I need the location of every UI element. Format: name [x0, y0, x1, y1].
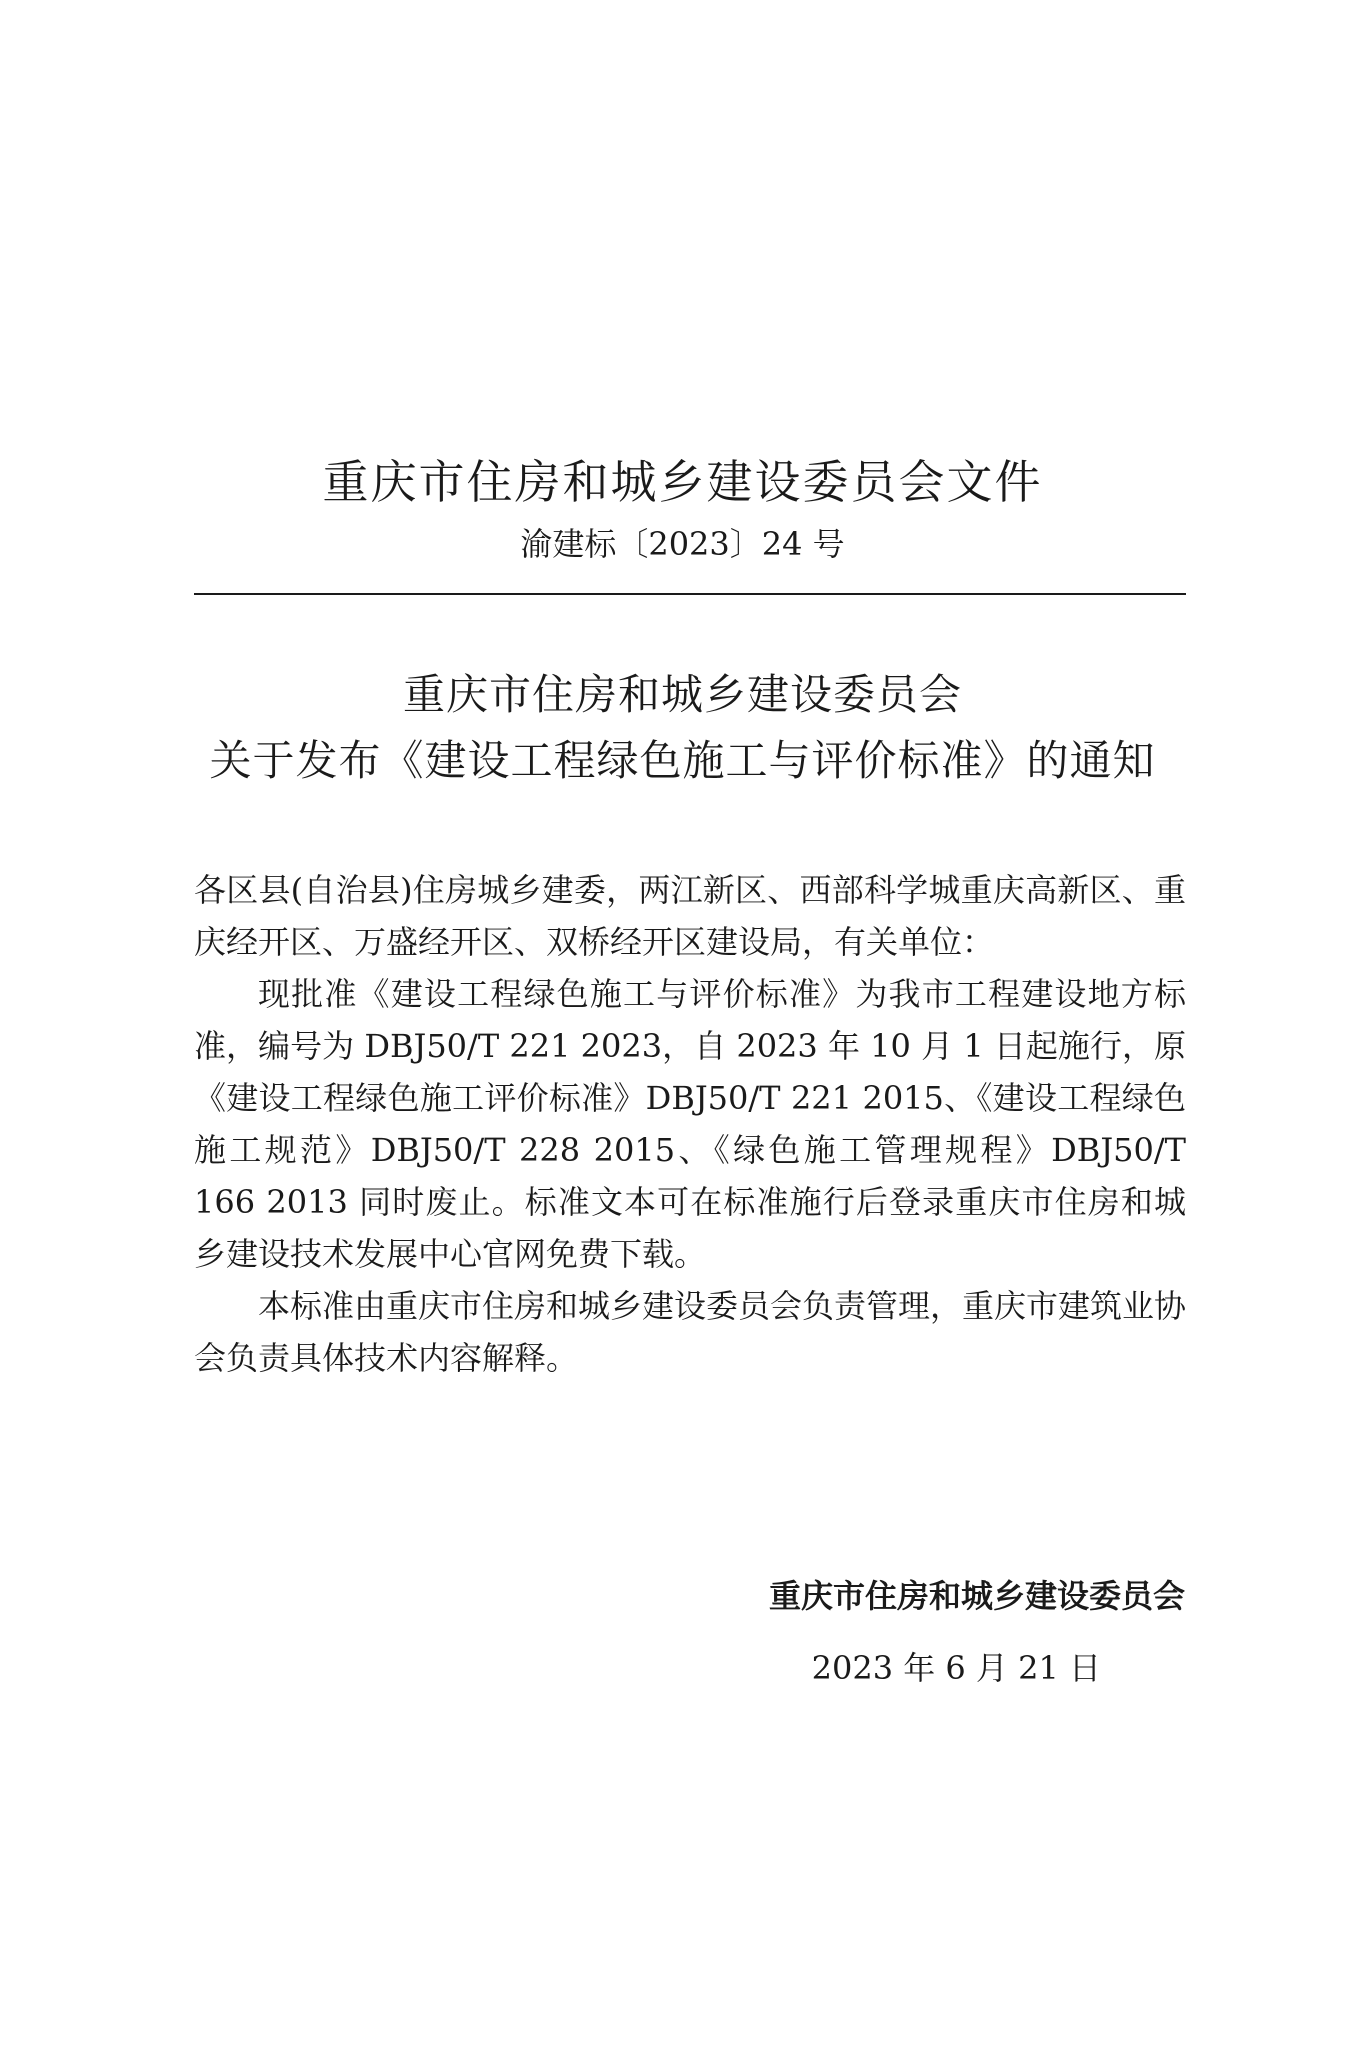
notice-title-line1: 重庆市住房和城乡建设委员会 [402, 670, 962, 719]
body-paragraph-2: 本标准由重庆市住房和城乡建设委员会负责管理，重庆市建筑业协会负责具体技术内容解释。 [194, 1287, 1187, 1377]
signature-org: 重庆市住房和城乡建设委员会 [768, 1577, 1185, 1615]
notice-title-line2: 关于发布《建设工程绿色施工与评价标准》的通知 [209, 736, 1156, 785]
header-divider [194, 593, 1186, 595]
issuing-org-title: 重庆市住房和城乡建设委员会文件 [322, 455, 1043, 509]
notice-body [194, 864, 1186, 1384]
addressee: 各区县(自治县)住房城乡建委，两江新区、西部科学城重庆高新区、重庆经开区、万盛经开区、双桥经开区建设局，有关单位： [194, 871, 1186, 961]
issue-date: 2023 年 6 月 21 日 [811, 1649, 1101, 1687]
document-number: 渝建标〔2023〕24 号 [520, 525, 845, 563]
body-paragraph-1: 现批准《建设工程绿色施工与评价标准》为我市工程建设地方标准，编号为 DBJ50/T 221 2023，自 2023 年 10 月 1 日起施行，原《建设工程绿色施工评价标准》DBJ50/T 221 2015、《建设工程绿色施工规范》DBJ50/T 228 2015、《绿色施工管理规程》DBJ50/T 166 2013 同时废止。标准文本可在标准施行后登录重庆市住房和城乡建设技术发展中心官网免费下载。 [194, 975, 1186, 1273]
notice-title [0, 662, 1365, 794]
